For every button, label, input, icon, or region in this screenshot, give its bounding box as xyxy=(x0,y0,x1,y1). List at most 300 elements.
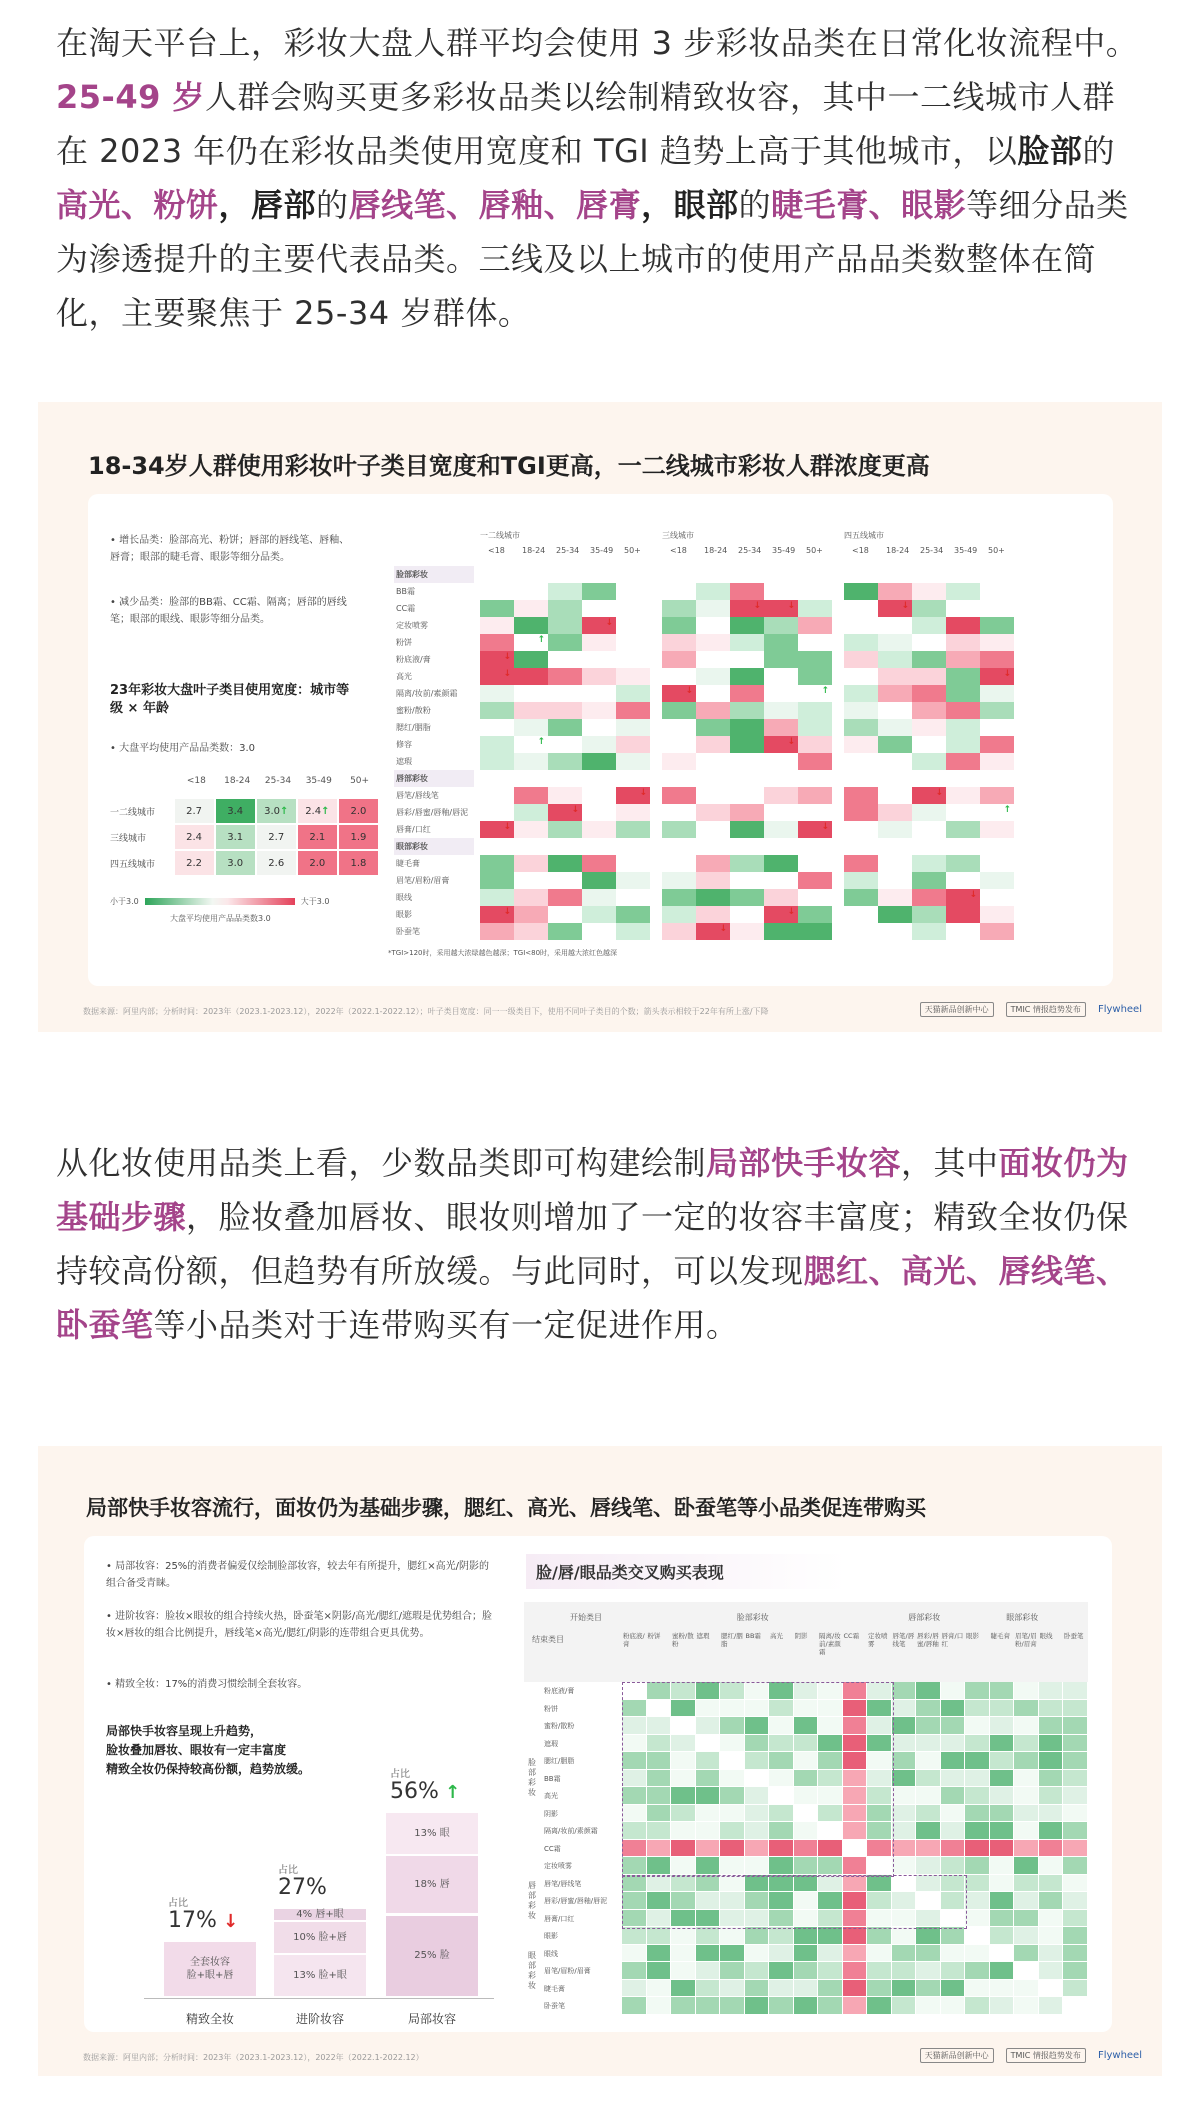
age-header: 35-49 xyxy=(772,546,796,555)
heat-cell xyxy=(980,685,1014,702)
panel-footer: 数据来源：阿里内部；分析时间：2023年（2023.1-2023.12），2022年（2022.1-2022.12） xyxy=(83,2053,424,2062)
age-header: 18-24 xyxy=(886,546,910,555)
bullet-prefix: 局部妆容： xyxy=(115,1561,166,1572)
highlight-face-items: 高光、粉饼 xyxy=(56,186,219,224)
heat-cell xyxy=(1063,1910,1087,1927)
heat-cell xyxy=(1063,1770,1087,1787)
matrix-col-label: 唇笔/唇线笔 xyxy=(892,1632,915,1648)
heat-cell xyxy=(1063,1700,1087,1717)
heat-cell xyxy=(965,1997,989,2014)
heat-cell xyxy=(514,736,548,753)
heat-cell xyxy=(582,736,616,753)
heat-cell xyxy=(965,1980,989,1997)
heat-cell xyxy=(616,702,650,719)
matrix-row-label: 定妆喷雾 xyxy=(544,1862,572,1870)
heat-cell xyxy=(878,668,912,685)
heat-cell xyxy=(946,855,980,872)
heat-cell xyxy=(1014,1857,1038,1874)
heat-cell xyxy=(764,889,798,906)
matrix-row-label: 粉底液/膏 xyxy=(544,1687,575,1695)
heat-cell xyxy=(818,1997,842,2014)
heat-cell xyxy=(480,634,514,651)
heat-cell xyxy=(1014,1735,1038,1752)
heat-cell xyxy=(965,1962,989,1979)
heat-cell xyxy=(912,923,946,940)
heat-cell xyxy=(616,685,650,702)
heat-cell xyxy=(980,804,1014,821)
heat-cell xyxy=(844,651,878,668)
heat-cell xyxy=(980,617,1014,634)
heat-cell xyxy=(764,685,798,702)
heat-cell xyxy=(798,753,832,770)
heat-cell xyxy=(582,634,616,651)
width-cell: 2.7 xyxy=(257,825,296,849)
heat-cell xyxy=(798,872,832,889)
heat-cell xyxy=(662,872,696,889)
matrix-row-label: 粉饼 xyxy=(396,638,412,647)
heat-cell xyxy=(730,583,764,600)
heat-cell xyxy=(843,1962,867,1979)
heat-cell xyxy=(696,855,730,872)
heat-cell xyxy=(843,1945,867,1962)
heat-cell xyxy=(720,1927,744,1944)
age-header xyxy=(176,776,380,786)
bar-label: 进阶妆容 xyxy=(295,2012,344,2026)
heat-cell xyxy=(764,651,798,668)
heat-cell xyxy=(696,668,730,685)
city-group-header: 三线城市 xyxy=(662,531,694,540)
logo-strip xyxy=(920,2048,1142,2063)
width-cell: 3.4 xyxy=(216,799,255,823)
matrix-row-label: 眼线 xyxy=(396,893,412,902)
heat-cell xyxy=(480,583,514,600)
heat-cell xyxy=(878,719,912,736)
heat-cell xyxy=(965,1875,989,1892)
heat-cell xyxy=(696,787,730,804)
heat-cell xyxy=(843,1980,867,1997)
heat-cell xyxy=(616,889,650,906)
heat-cell xyxy=(616,753,650,770)
width-table xyxy=(110,776,380,924)
heat-cell xyxy=(878,702,912,719)
heat-cell xyxy=(647,1945,671,1962)
heat-cell xyxy=(916,1700,940,1717)
heat-cell xyxy=(980,736,1014,753)
heat-cell xyxy=(844,634,878,651)
heat-cell xyxy=(548,855,582,872)
heat-cell xyxy=(844,889,878,906)
heat-cell xyxy=(867,1997,891,2014)
matrix-row-label: 睫毛膏 xyxy=(396,859,420,868)
heat-cell xyxy=(916,1962,940,1979)
heat-cell xyxy=(745,1945,769,1962)
heat-cell xyxy=(990,1752,1014,1769)
heat-cell xyxy=(990,1945,1014,1962)
heat-cell xyxy=(764,583,798,600)
heat-cell xyxy=(764,787,798,804)
heat-cell xyxy=(798,668,832,685)
age-col: 35-49 xyxy=(305,776,332,786)
down-arrow-icon: ↓ xyxy=(503,907,511,917)
heat-cell xyxy=(965,1892,989,1909)
summary-line: 局部快手妆容呈现上升趋势， xyxy=(106,1724,263,1738)
heat-cell xyxy=(720,1997,744,2014)
matrix-row-label: 卧蚕笔 xyxy=(396,927,420,936)
matrix-row-label: 高光 xyxy=(396,672,412,681)
heat-cell xyxy=(980,872,1014,889)
heat-cell xyxy=(582,821,616,838)
heat-cell xyxy=(582,855,616,872)
heat-cell xyxy=(696,600,730,617)
heat-cell xyxy=(941,1822,965,1839)
heat-cell xyxy=(878,634,912,651)
matrix-row-label: 眉笔/眉粉/眉膏 xyxy=(544,1967,591,1975)
heat-cell xyxy=(912,668,946,685)
heat-cell xyxy=(1039,1840,1063,1857)
heat-cell xyxy=(946,889,980,906)
heat-cell xyxy=(745,1980,769,1997)
heat-cell xyxy=(1014,1910,1038,1927)
matrix-col-label: CC霜 xyxy=(843,1632,860,1640)
width-cell: 2.0 xyxy=(339,799,378,823)
heat-cell xyxy=(980,719,1014,736)
heat-cell xyxy=(916,1717,940,1734)
heat-cell xyxy=(616,736,650,753)
heat-cell xyxy=(671,1980,695,1997)
heat-cell xyxy=(1039,1945,1063,1962)
heat-cell xyxy=(662,923,696,940)
matrix-row-label: 卧蚕笔 xyxy=(544,2002,565,2010)
heat-cell xyxy=(980,889,1014,906)
heat-cell xyxy=(916,1927,940,1944)
matrix-row-label: 粉底液/膏 xyxy=(396,655,431,664)
decline-text: 脸部的BB霜、CC霜、隔离；唇部的唇线笔；眼部的眼线、眼影等细分品类。 xyxy=(110,597,347,625)
heat-cell xyxy=(730,753,764,770)
heat-cell xyxy=(764,821,798,838)
heat-cell xyxy=(582,872,616,889)
matrix-row-label: 唇彩/唇蜜/唇釉/唇泥 xyxy=(544,1897,608,1905)
heat-cell xyxy=(548,923,582,940)
heat-cell xyxy=(878,889,912,906)
city-label: 一二线城市 xyxy=(110,807,156,818)
heat-cell xyxy=(1063,1752,1087,1769)
heat-cell xyxy=(1063,1980,1087,1997)
heat-cell xyxy=(1039,1717,1063,1734)
heat-cell xyxy=(514,753,548,770)
heat-cell xyxy=(946,651,980,668)
heat-cell xyxy=(548,685,582,702)
down-arrow-icon: ↓ xyxy=(571,805,579,815)
bullet-prefix: 精致全妆： xyxy=(115,1679,166,1690)
tmic-logo: TMIC 情报趋势发布 xyxy=(1006,1002,1086,1017)
heat-cell xyxy=(965,1787,989,1804)
summary-line: 精致全妆仍保持较高份额，趋势放缓。 xyxy=(106,1762,311,1776)
heat-cell xyxy=(867,1962,891,1979)
top-group-label: 脸部彩妆 xyxy=(736,1613,769,1622)
heat-cell xyxy=(730,855,764,872)
matrix-row-label: 腮红/胭脂 xyxy=(544,1757,575,1765)
text-run: 从化妆使用品类上看，少数品类即可构建绘制 xyxy=(56,1144,707,1182)
matrix-row-label: BB霜 xyxy=(544,1774,561,1783)
bar-label: 精致全妆 xyxy=(185,2012,234,2026)
heat-cell xyxy=(671,1927,695,1944)
up-arrow-icon: ↑ xyxy=(280,805,289,817)
heat-cell xyxy=(1014,1770,1038,1787)
heat-cell xyxy=(662,668,696,685)
age-col: 50+ xyxy=(350,776,370,786)
heat-cell xyxy=(990,1735,1014,1752)
heat-cell xyxy=(514,651,548,668)
heat-cell xyxy=(878,855,912,872)
heat-cell xyxy=(616,600,650,617)
age-header: <18 xyxy=(670,546,687,555)
heat-cell xyxy=(965,1910,989,1927)
highlight-quick-makeup: 局部快手妆容 xyxy=(706,1144,902,1182)
heat-cell xyxy=(480,923,514,940)
heat-cell xyxy=(662,753,696,770)
heat-cell xyxy=(616,787,650,804)
heat-cell xyxy=(671,1997,695,2014)
heat-cell xyxy=(878,617,912,634)
bar-segment: 18% 唇 xyxy=(386,1856,478,1913)
heat-cell xyxy=(514,804,548,821)
heat-cell xyxy=(764,804,798,821)
matrix-col-label: 高光 xyxy=(770,1632,783,1640)
heat-cell xyxy=(878,736,912,753)
heat-cell xyxy=(696,651,730,668)
heat-cell xyxy=(1039,1770,1063,1787)
heat-cell xyxy=(912,634,946,651)
heat-cell xyxy=(662,685,696,702)
heat-cell xyxy=(867,1945,891,1962)
highlight-age: 25-49 岁 xyxy=(56,78,205,116)
heat-cell xyxy=(582,583,616,600)
heat-cell xyxy=(622,1927,646,1944)
heat-cell xyxy=(912,651,946,668)
matrix-header-area xyxy=(524,1602,1088,1682)
heat-cell xyxy=(730,600,764,617)
heat-cell xyxy=(990,1962,1014,1979)
matrix-row-label: 眉笔/眉粉/眉膏 xyxy=(396,876,450,885)
heat-cell xyxy=(912,685,946,702)
heat-cell xyxy=(480,736,514,753)
heat-cell xyxy=(892,1805,916,1822)
heat-cell xyxy=(745,1927,769,1944)
width-cell: 2.0 xyxy=(298,851,337,875)
heat-cell xyxy=(548,906,582,923)
heat-cell xyxy=(1063,1875,1087,1892)
heat-cell xyxy=(548,753,582,770)
heat-cell xyxy=(941,1945,965,1962)
heat-cell xyxy=(480,804,514,821)
heat-cell xyxy=(941,1857,965,1874)
decline-prefix: 减少品类： xyxy=(119,597,170,608)
heat-cell xyxy=(582,906,616,923)
legend-high: 大于3.0 xyxy=(300,897,330,906)
heat-cell xyxy=(990,1822,1014,1839)
panel-cross-purchase xyxy=(38,1446,1162,2076)
heat-cell xyxy=(941,1997,965,2014)
heat-cell xyxy=(480,872,514,889)
text-run: 的 xyxy=(738,186,772,224)
heat-cell xyxy=(1014,1997,1038,2014)
heat-cell xyxy=(798,787,832,804)
heat-cell xyxy=(696,1962,720,1979)
heat-cell xyxy=(582,804,616,821)
width-cell: 2.7 xyxy=(175,799,214,823)
matrix-row-label: 阴影 xyxy=(544,1809,558,1818)
heat-cell xyxy=(946,821,980,838)
heat-cell xyxy=(548,889,582,906)
heat-cell xyxy=(1014,1717,1038,1734)
heat-cell xyxy=(1063,1892,1087,1909)
heat-cell xyxy=(798,736,832,753)
heat-cell xyxy=(798,600,832,617)
width-cell: 2.6 xyxy=(257,851,296,875)
heat-cell xyxy=(990,1910,1014,1927)
down-arrow-icon: ↓ xyxy=(787,907,795,917)
end-category-label: 结束类目 xyxy=(532,1635,564,1644)
heat-cell xyxy=(548,651,582,668)
heat-cell xyxy=(616,821,650,838)
heat-cell xyxy=(730,685,764,702)
heat-cell xyxy=(798,889,832,906)
heat-cell xyxy=(671,1945,695,1962)
heat-cell xyxy=(662,889,696,906)
heat-cell xyxy=(946,685,980,702)
heat-cell xyxy=(980,583,1014,600)
heat-cell xyxy=(1014,1980,1038,1997)
heat-cell xyxy=(764,634,798,651)
heat-cell xyxy=(548,872,582,889)
heat-cell xyxy=(916,1857,940,1874)
heat-cell xyxy=(647,1980,671,1997)
heat-cell xyxy=(514,821,548,838)
text-run: 的 xyxy=(316,186,349,224)
heat-cell xyxy=(892,1787,916,1804)
matrix-row-label: 修容 xyxy=(396,740,412,749)
heat-cell xyxy=(912,872,946,889)
highlight-region xyxy=(622,1875,967,1930)
heat-cell xyxy=(878,821,912,838)
width-cell: 2.2 xyxy=(175,851,214,875)
flywheel-logo: Flywheel xyxy=(1097,1004,1142,1015)
heat-cell xyxy=(818,1945,842,1962)
heat-cell xyxy=(965,1927,989,1944)
city-group-header: 一二线城市 xyxy=(480,531,520,540)
heat-cell xyxy=(514,702,548,719)
heat-cell xyxy=(1063,1822,1087,1839)
share-value: 27% xyxy=(278,1874,327,1900)
heat-cell xyxy=(1063,1787,1087,1804)
heat-cell xyxy=(514,719,548,736)
down-arrow-icon: ↓ xyxy=(503,822,511,832)
panel-width-tgi xyxy=(38,402,1162,1032)
heat-cell xyxy=(946,702,980,719)
heat-cell xyxy=(794,1980,818,1997)
heat-cell xyxy=(480,668,514,685)
heat-cell xyxy=(696,821,730,838)
heat-cell xyxy=(1039,1787,1063,1804)
summary-line: 脸妆叠加唇妆、眼妆有一定丰富度 xyxy=(106,1743,287,1757)
down-arrow-icon: ↓ xyxy=(503,669,511,679)
matrix-row-label: 隔离/妆前/素颜霜 xyxy=(396,689,458,698)
matrix-row-label: 脸部彩妆 xyxy=(396,570,428,579)
heat-cell xyxy=(480,855,514,872)
heat-cell xyxy=(844,702,878,719)
heat-cell xyxy=(662,600,696,617)
heat-cell xyxy=(480,651,514,668)
heat-cell xyxy=(480,617,514,634)
heat-cell xyxy=(946,753,980,770)
heat-cell xyxy=(730,804,764,821)
heat-cell xyxy=(1039,1822,1063,1839)
local-note: • 局部妆容：25%的消费者偏爱仅绘制脸部妆容，较去年有所提升，腮红×高光/阴影的组合备受青睐。 xyxy=(106,1561,490,1589)
share-label: 占比 xyxy=(278,1864,298,1876)
width-cell: 1.9 xyxy=(339,825,378,849)
age-col: 18-24 xyxy=(224,776,251,786)
share-label: 占比 xyxy=(168,1897,188,1909)
heat-cell xyxy=(1063,1997,1087,2014)
age-header: <18 xyxy=(488,546,505,555)
matrix-col-label: 粉底液/膏 xyxy=(623,1632,645,1648)
heat-cell xyxy=(1014,1822,1038,1839)
text-run: 等小品类对于连带购买有一定促进作用。 xyxy=(153,1306,739,1344)
heat-cell xyxy=(892,1770,916,1787)
heat-cell xyxy=(696,702,730,719)
heat-cell xyxy=(990,1682,1014,1699)
heat-cell xyxy=(514,634,548,651)
heat-cell xyxy=(990,1927,1014,1944)
heat-cell xyxy=(480,685,514,702)
heat-cell xyxy=(946,736,980,753)
heat-cell xyxy=(844,855,878,872)
heat-cell xyxy=(916,1945,940,1962)
heat-cell xyxy=(1063,1962,1087,1979)
heat-cell xyxy=(769,1980,793,1997)
matrix-row-label: 粉饼 xyxy=(544,1704,558,1713)
heat-cell xyxy=(980,821,1014,838)
heat-cell xyxy=(720,1980,744,1997)
heat-cell xyxy=(916,1770,940,1787)
highlight-base-step: 面妆仍为基础步骤 xyxy=(56,1144,1129,1236)
growth-text: 脸部高光、粉饼；唇部的唇线笔、唇釉、唇膏；眼部的睫毛膏、眼影等细分品类。 xyxy=(110,535,350,563)
heat-cell xyxy=(480,753,514,770)
heat-cell xyxy=(965,1805,989,1822)
heat-cell xyxy=(798,634,832,651)
down-arrow-icon: ↓ xyxy=(821,822,829,832)
down-arrow-icon: ↓ xyxy=(753,601,761,611)
second-paragraph xyxy=(56,1136,1146,1352)
heat-cell xyxy=(514,668,548,685)
heat-cell xyxy=(892,1980,916,1997)
heat-cell xyxy=(798,821,832,838)
heat-cell xyxy=(730,821,764,838)
heat-cell xyxy=(844,600,878,617)
heat-cell xyxy=(798,923,832,940)
heat-cell xyxy=(798,617,832,634)
heat-cell xyxy=(990,1892,1014,1909)
heat-cell xyxy=(844,753,878,770)
bold-lip: 唇部 xyxy=(251,186,317,224)
city-group-header: 四五线城市 xyxy=(844,531,884,540)
bold-face: 脸部 xyxy=(1017,132,1083,170)
heat-cell xyxy=(1039,1910,1063,1927)
heat-cell xyxy=(946,668,980,685)
heat-cell xyxy=(798,685,832,702)
legend-caption: 大盘平均使用产品品类数3.0 xyxy=(170,914,271,923)
heat-cell xyxy=(696,1945,720,1962)
